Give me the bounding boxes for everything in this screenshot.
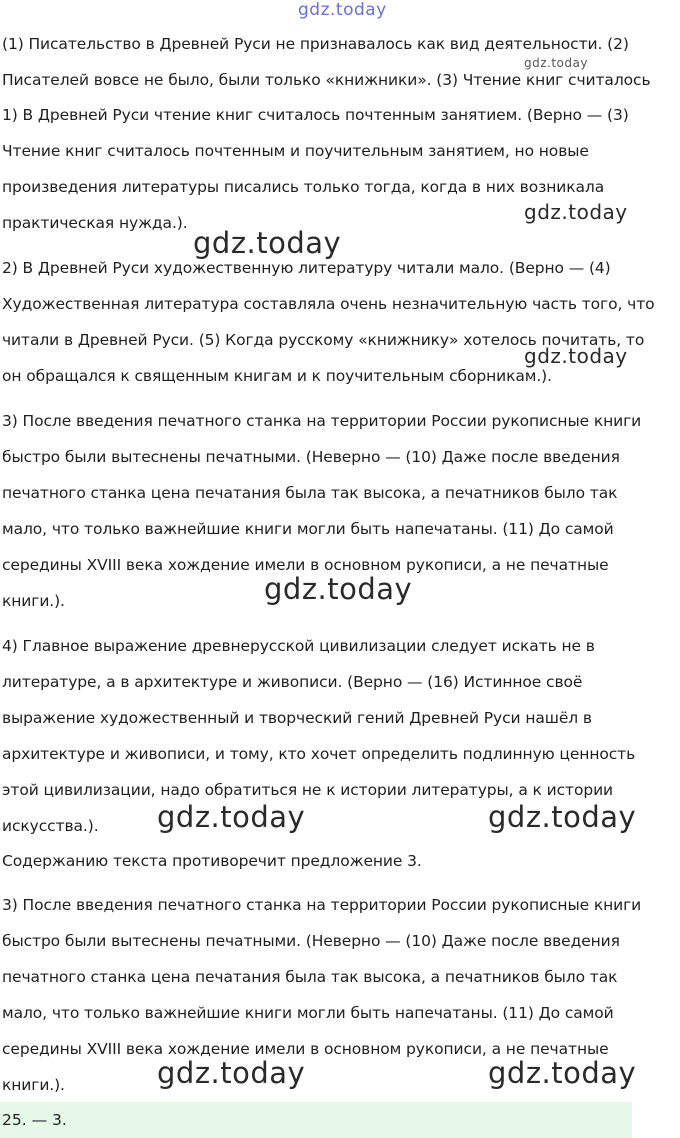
text-line: 3) После введения печатного станка на территории России рукописные книги: [2, 412, 642, 430]
paragraph-statement-3-repeat: [2, 887, 678, 1103]
text-line: Содержанию текста противоречит предложение 3.: [2, 852, 422, 870]
paragraph-statement-2: [2, 250, 678, 394]
text-line: читали в Древней Руси. (5) Когда русскому «книжнику» хотелось почитать, то: [2, 331, 645, 349]
text-line: произведения литературы писались только тогда, когда в них возникала: [2, 178, 605, 196]
text-line: середины XVIII века хождение имели в основном рукописи, а не печатные: [2, 556, 609, 574]
text-line: книги.).: [2, 1076, 65, 1094]
watermark: gdz.today: [157, 1056, 306, 1090]
paragraph-statement-3: [2, 403, 678, 619]
text-line: середины XVIII века хождение имели в основном рукописи, а не печатные: [2, 1040, 609, 1058]
paragraph-statement-1: [2, 97, 678, 241]
text-line: Писателей вовсе не было, были только «книжники». (3) Чтение книг считалось: [2, 71, 651, 89]
text-line: (1) Писательство в Древней Руси не признавалось как вид деятельности. (2): [2, 35, 629, 53]
text-line: 1) В Древней Руси чтение книг считалось почтенным занятием. (Верно — (3): [2, 106, 629, 124]
answer-highlight: [0, 1102, 632, 1138]
text-line: выражение художественный и творческий гений Древней Руси нашёл в: [2, 709, 592, 727]
text-line: книги.).: [2, 592, 65, 610]
text-line: мало, что только важнейшие книги могли быть напечатаны. (11) До самой: [2, 1004, 614, 1022]
text-line: быстро были вытеснены печатными. (Неверно — (10) Даже после введения: [2, 932, 620, 950]
watermark: gdz.today: [193, 226, 342, 260]
watermark: gdz.today: [488, 1056, 637, 1090]
text-line: он обращался к священным книгам и к поучительным сборникам.).: [2, 367, 552, 385]
text-line: Чтение книг считалось почтенным и поучительным занятием, но новые: [2, 142, 589, 160]
text-line: печатного станка цена печатания была так высока, а печатников было так: [2, 968, 618, 986]
text-line: печатного станка цена печатания была так высока, а печатников было так: [2, 484, 618, 502]
watermark: gdz.today: [157, 800, 306, 834]
text-line: 3) После введения печатного станка на территории России рукописные книги: [2, 896, 642, 914]
watermark: gdz.today: [524, 344, 628, 368]
text-line: 4) Главное выражение древнерусской цивилизации следует искать не в: [2, 637, 595, 655]
text-line: искусства.).: [2, 817, 99, 835]
answer-text: 25. — 3.: [2, 1111, 67, 1129]
text-line: практическая нужда.).: [2, 214, 188, 232]
text-line: литературе, а в архитектуре и живописи. (Верно — (16) Истинное своё: [2, 673, 583, 691]
paragraph-statement-4: [2, 628, 678, 844]
watermark: gdz.today: [524, 56, 588, 70]
watermark: gdz.today: [264, 572, 413, 606]
watermark: gdz.today: [488, 800, 637, 834]
text-line: Художественная литература составляла очень незначительную часть того, что: [2, 295, 655, 313]
watermark: gdz.today: [524, 200, 628, 224]
paragraph-conclusion: [2, 843, 678, 879]
text-line: мало, что только важнейшие книги могли быть напечатаны. (11) До самой: [2, 520, 614, 538]
text-line: архитектуре и живописи, и тому, кто хочет определить подлинную ценность: [2, 745, 636, 763]
watermark-top: gdz.today: [298, 0, 387, 20]
paragraph-intro: [2, 26, 678, 98]
text-line: 2) В Древней Руси художественную литературу читали мало. (Верно — (4): [2, 259, 611, 277]
text-line: быстро были вытеснены печатными. (Неверно — (10) Даже после введения: [2, 448, 620, 466]
text-line: этой цивилизации, надо обратиться не к истории литературы, а к истории: [2, 781, 614, 799]
